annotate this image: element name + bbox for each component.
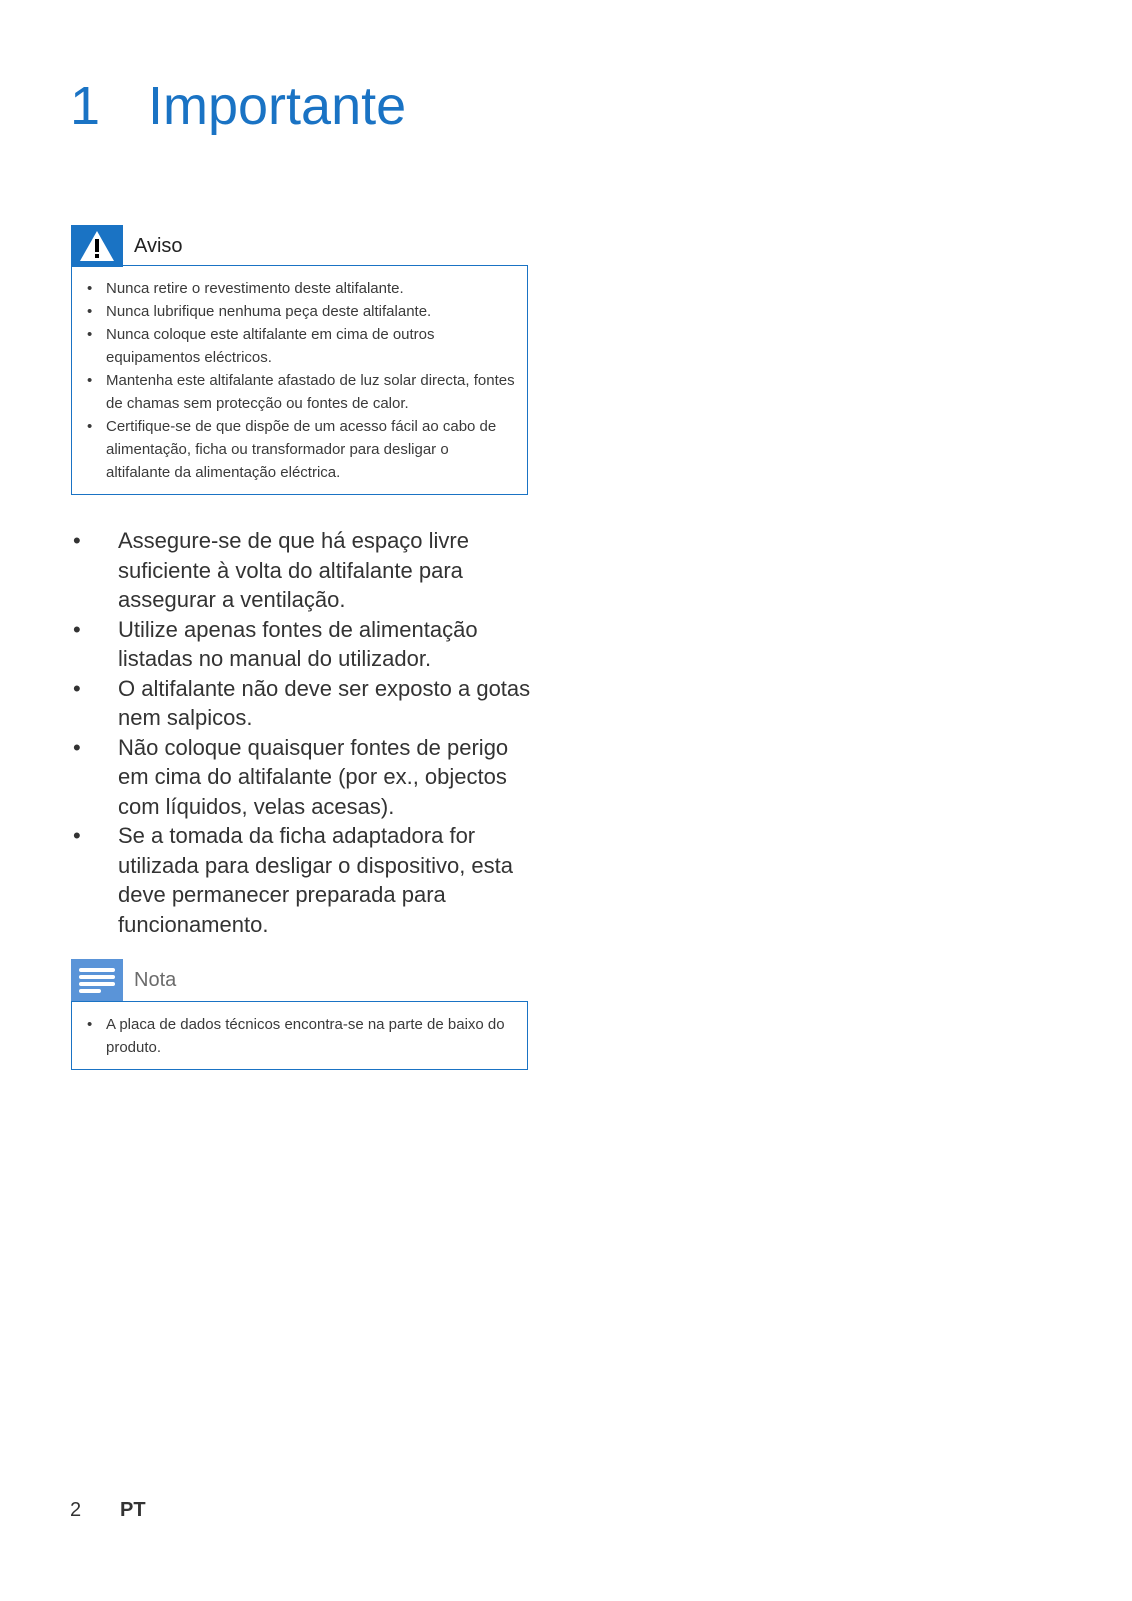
list-item: • A placa de dados técnicos encontra-se na parte de baixo do produto.: [84, 1013, 517, 1059]
note-header: [71, 959, 176, 1001]
note-list: [84, 1013, 517, 1059]
note-box: [71, 1001, 528, 1070]
list-item: • Nunca coloque este altifalante em cima de outros equipamentos eléctricos.: [84, 323, 517, 369]
list-item: • Nunca lubrifique nenhuma peça deste altifalante.: [84, 300, 517, 323]
bullet-icon: •: [73, 734, 81, 760]
main-list: [71, 526, 541, 939]
list-item: • Utilize apenas fontes de alimentação listadas no manual do utilizador.: [73, 616, 478, 671]
bullet-icon: •: [73, 675, 81, 701]
note-title: Nota: [134, 968, 177, 991]
warning-triangle-icon: [78, 229, 116, 263]
note-lines-icon: [77, 965, 117, 995]
bullet-icon: •: [73, 528, 81, 553]
chapter-number: 1: [70, 76, 101, 136]
list-item: • Mantenha este altifalante afastado de luz solar directa, fontes de chamas sem protecção ou fontes de calor.: [84, 369, 517, 415]
list-item: • Assegure-se de que há espaço livre suficiente à volta do altifalante para assegurar a ventilação.: [73, 528, 469, 612]
page-number: 2: [70, 1499, 82, 1521]
note-icon-box: [71, 959, 123, 1001]
bullet-icon: •: [87, 372, 93, 389]
bullet-icon: •: [73, 616, 81, 642]
list-item: • Certifique-se de que dispõe de um acesso fácil ao cabo de alimentação, ficha ou transformador para desligar o altifalante da alimentação eléctrica.: [84, 415, 517, 484]
bullet-icon: •: [87, 326, 93, 343]
warning-box: [71, 265, 528, 495]
list-item: • Nunca retire o revestimento deste altifalante.: [84, 277, 517, 300]
bullet-icon: •: [87, 1016, 93, 1033]
page-footer: [70, 1499, 146, 1522]
bullet-icon: •: [87, 303, 93, 320]
list-item: • O altifalante não deve ser exposto a gotas nem salpicos.: [73, 675, 531, 730]
bullet-icon: •: [73, 823, 81, 848]
warning-header: [71, 225, 183, 267]
bullet-icon: •: [87, 280, 93, 297]
warning-icon-box: [71, 225, 123, 267]
chapter-title-text: Importante: [148, 76, 407, 136]
list-item: • Se a tomada da ficha adaptadora for utilizada para desligar o dispositivo, esta deve permanecer preparada para funcionamento.: [73, 823, 514, 937]
chapter-title: [70, 74, 406, 138]
bullet-icon: •: [87, 418, 93, 435]
list-item: • Não coloque quaisquer fontes de perigo em cima do altifalante (por ex., objectos com líquidos, velas acesas).: [73, 734, 509, 819]
warning-title: Aviso: [134, 234, 183, 257]
warning-list: [84, 277, 517, 484]
language-code: PT: [120, 1499, 146, 1521]
